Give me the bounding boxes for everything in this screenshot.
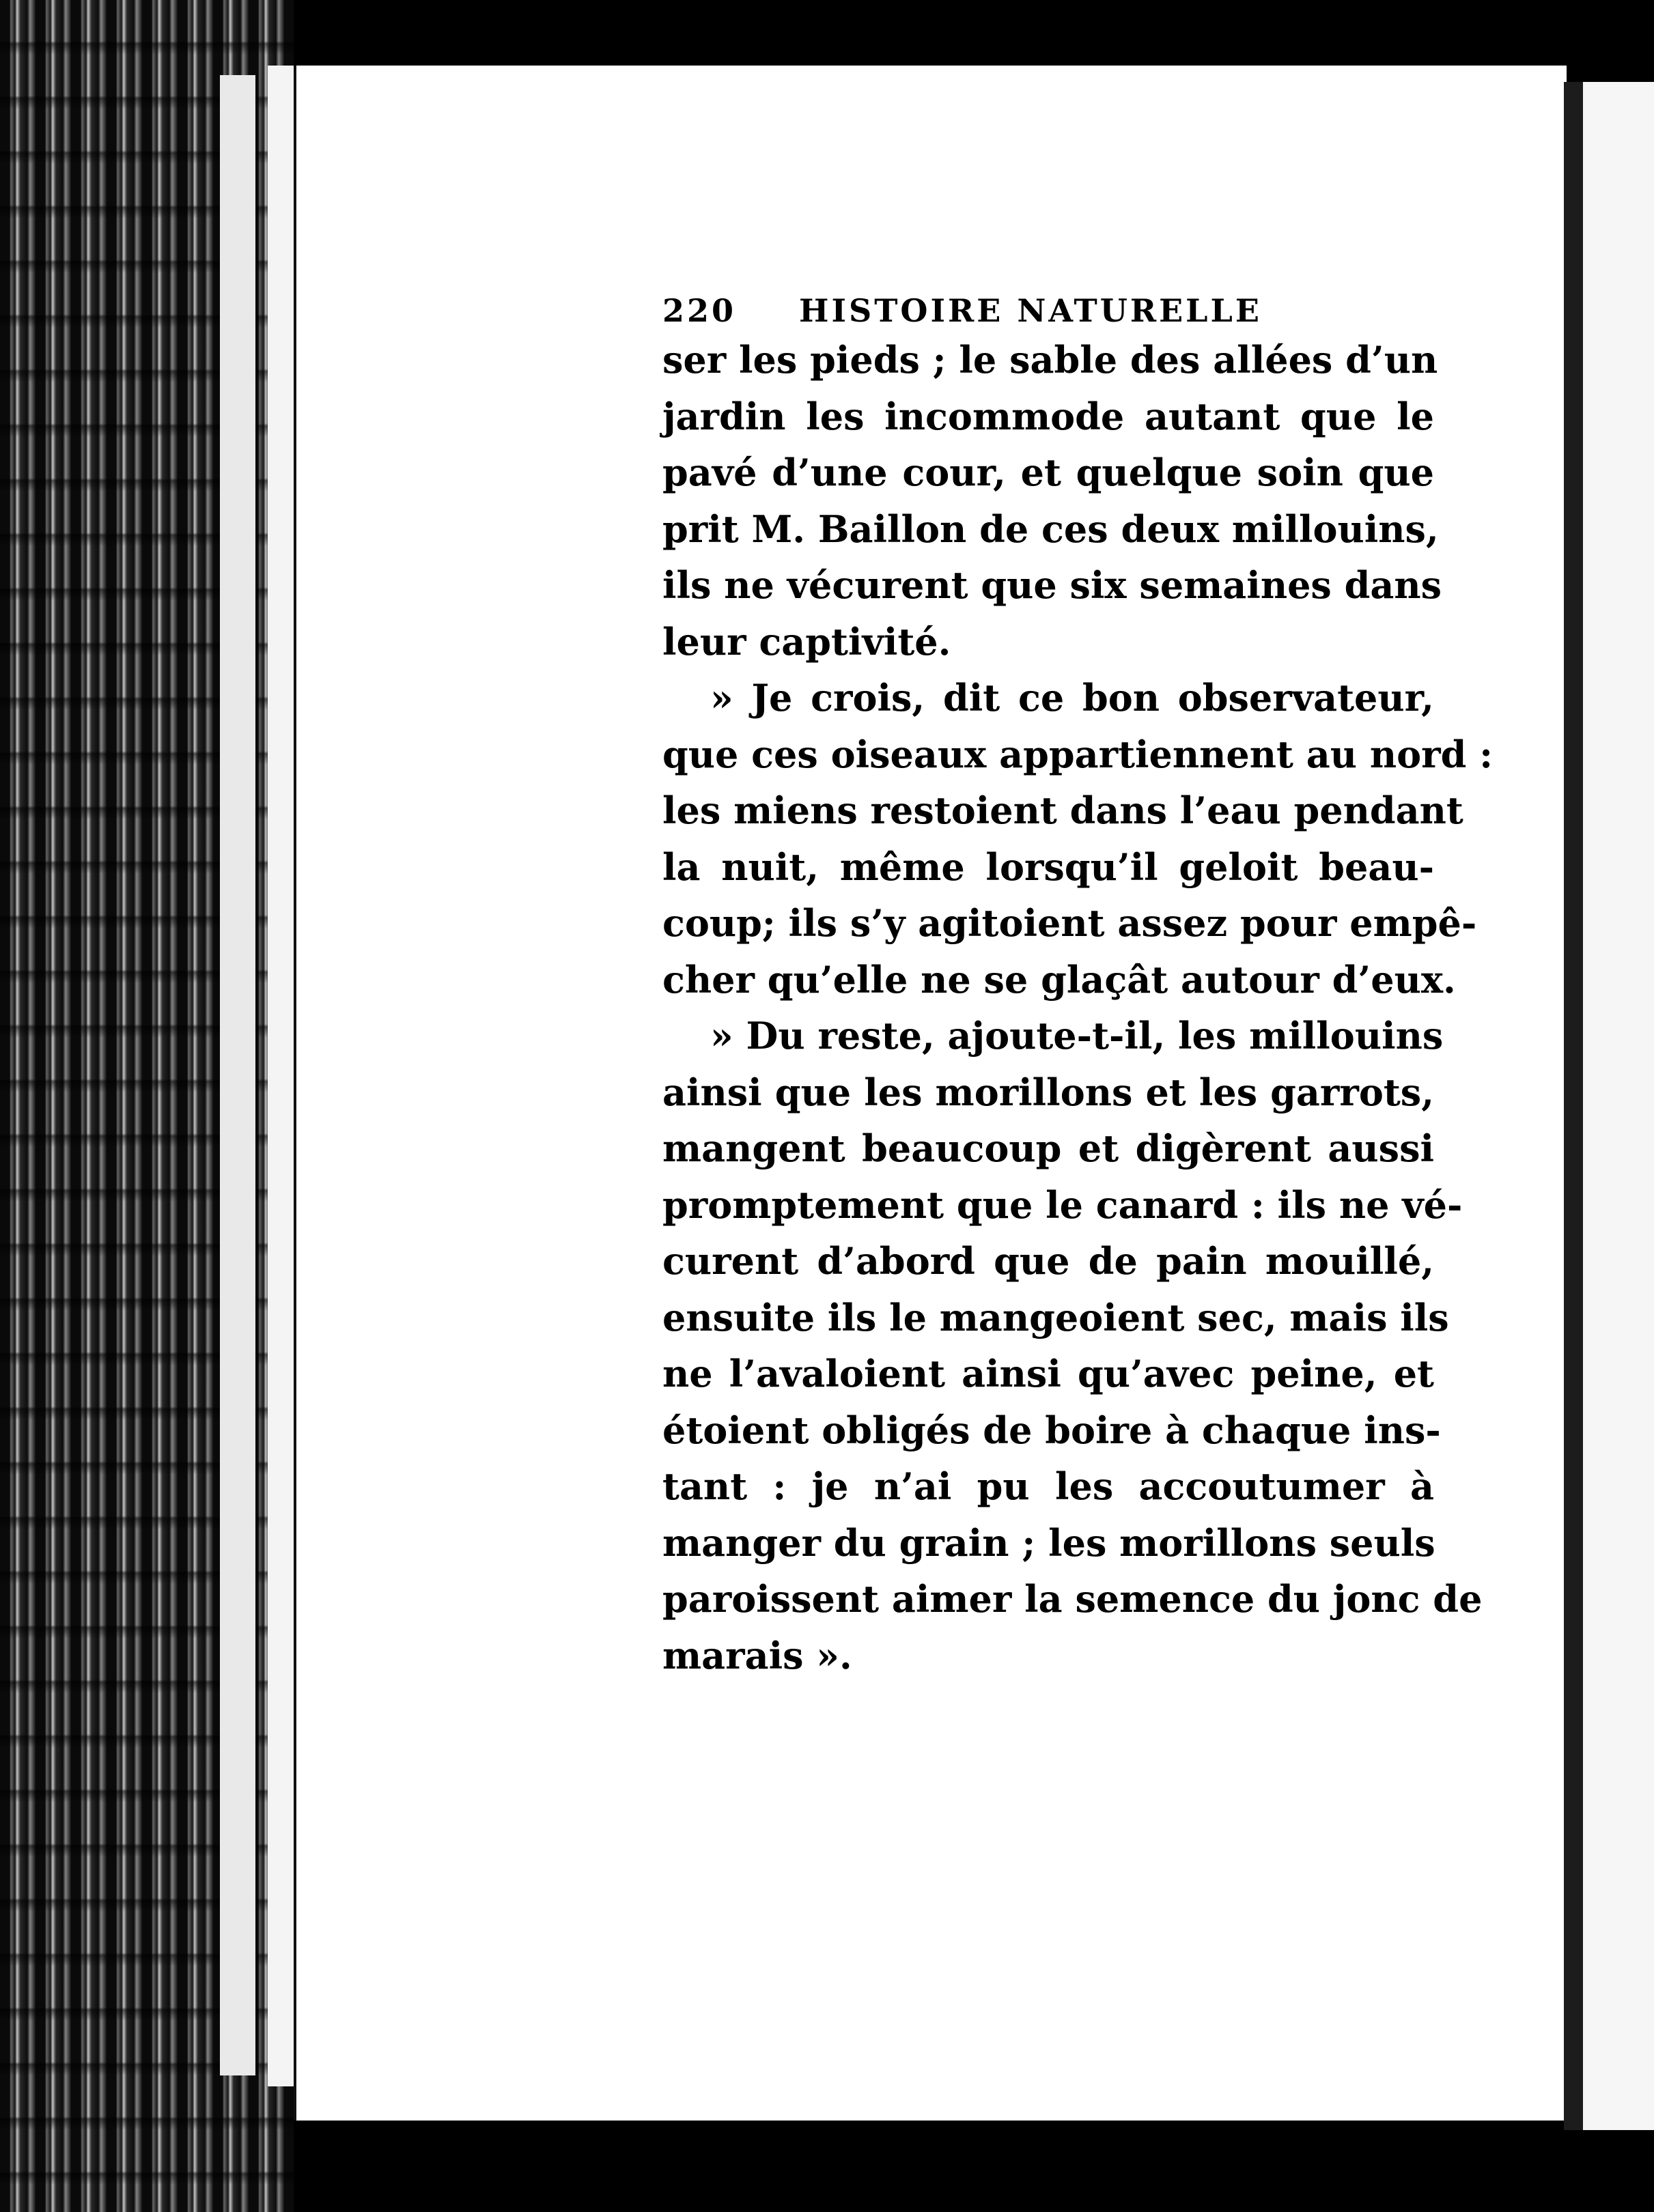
text-line: ils ne vécurent que six semaines dans — [662, 563, 1442, 607]
text-line: paroissent aimer la semence du jonc de — [662, 1577, 1483, 1621]
next-page-edge — [1583, 82, 1654, 2130]
page-header — [662, 280, 1434, 329]
page-edge-strip — [220, 75, 255, 2075]
book-binding — [1564, 82, 1583, 2130]
running-head: HISTOIRE NATURELLE — [799, 292, 1262, 329]
text-line: jardin les incommode autant que le — [662, 394, 1434, 438]
text-line: mangent beaucoup et digèrent aussi — [662, 1126, 1434, 1170]
text-line: » Du reste, ajoute-t-il, les millouins — [710, 1014, 1444, 1058]
text-line: » Je crois, dit ce bon observateur, — [710, 676, 1434, 720]
page-number: 220 — [662, 292, 737, 329]
text-line: manger du grain ; les morillons seuls — [662, 1520, 1435, 1565]
page-edge-strip — [268, 66, 295, 2086]
text-line: prit M. Baillon de ces deux millouins, — [662, 507, 1439, 551]
text-line: curent d’abord que de pain mouillé, — [662, 1239, 1434, 1283]
text-line: pavé d’une cour, et quelque soin que — [662, 451, 1434, 494]
text-line: marais ». — [662, 1633, 852, 1677]
text-line: cher qu’elle ne se glaçât autour d’eux. — [662, 957, 1456, 1002]
text-line: coup; ils s’y agitoient assez pour empê- — [662, 901, 1477, 945]
text-line: leur captivité. — [662, 619, 951, 664]
text-line: ne l’avaloient ainsi qu’avec peine, et — [662, 1352, 1434, 1395]
text-line: la nuit, même lorsqu’il geloit beau- — [662, 845, 1434, 889]
text-line: ser les pieds ; le sable des allées d’un — [662, 338, 1438, 382]
text-line: étoient obligés de boire à chaque ins- — [662, 1408, 1441, 1452]
page-text — [662, 280, 1494, 1684]
text-line: tant : je n’ai pu les accoutumer à — [662, 1464, 1434, 1508]
text-line: ainsi que les morillons et les garrots, — [662, 1070, 1434, 1114]
text-line: ensuite ils le mangeoient sec, mais ils — [662, 1295, 1449, 1339]
text-line: les miens restoient dans l’eau pendant — [662, 789, 1463, 832]
text-line: que ces oiseaux appartiennent au nord : — [662, 732, 1494, 776]
text-line: promptement que le canard : ils ne vé- — [662, 1182, 1463, 1227]
